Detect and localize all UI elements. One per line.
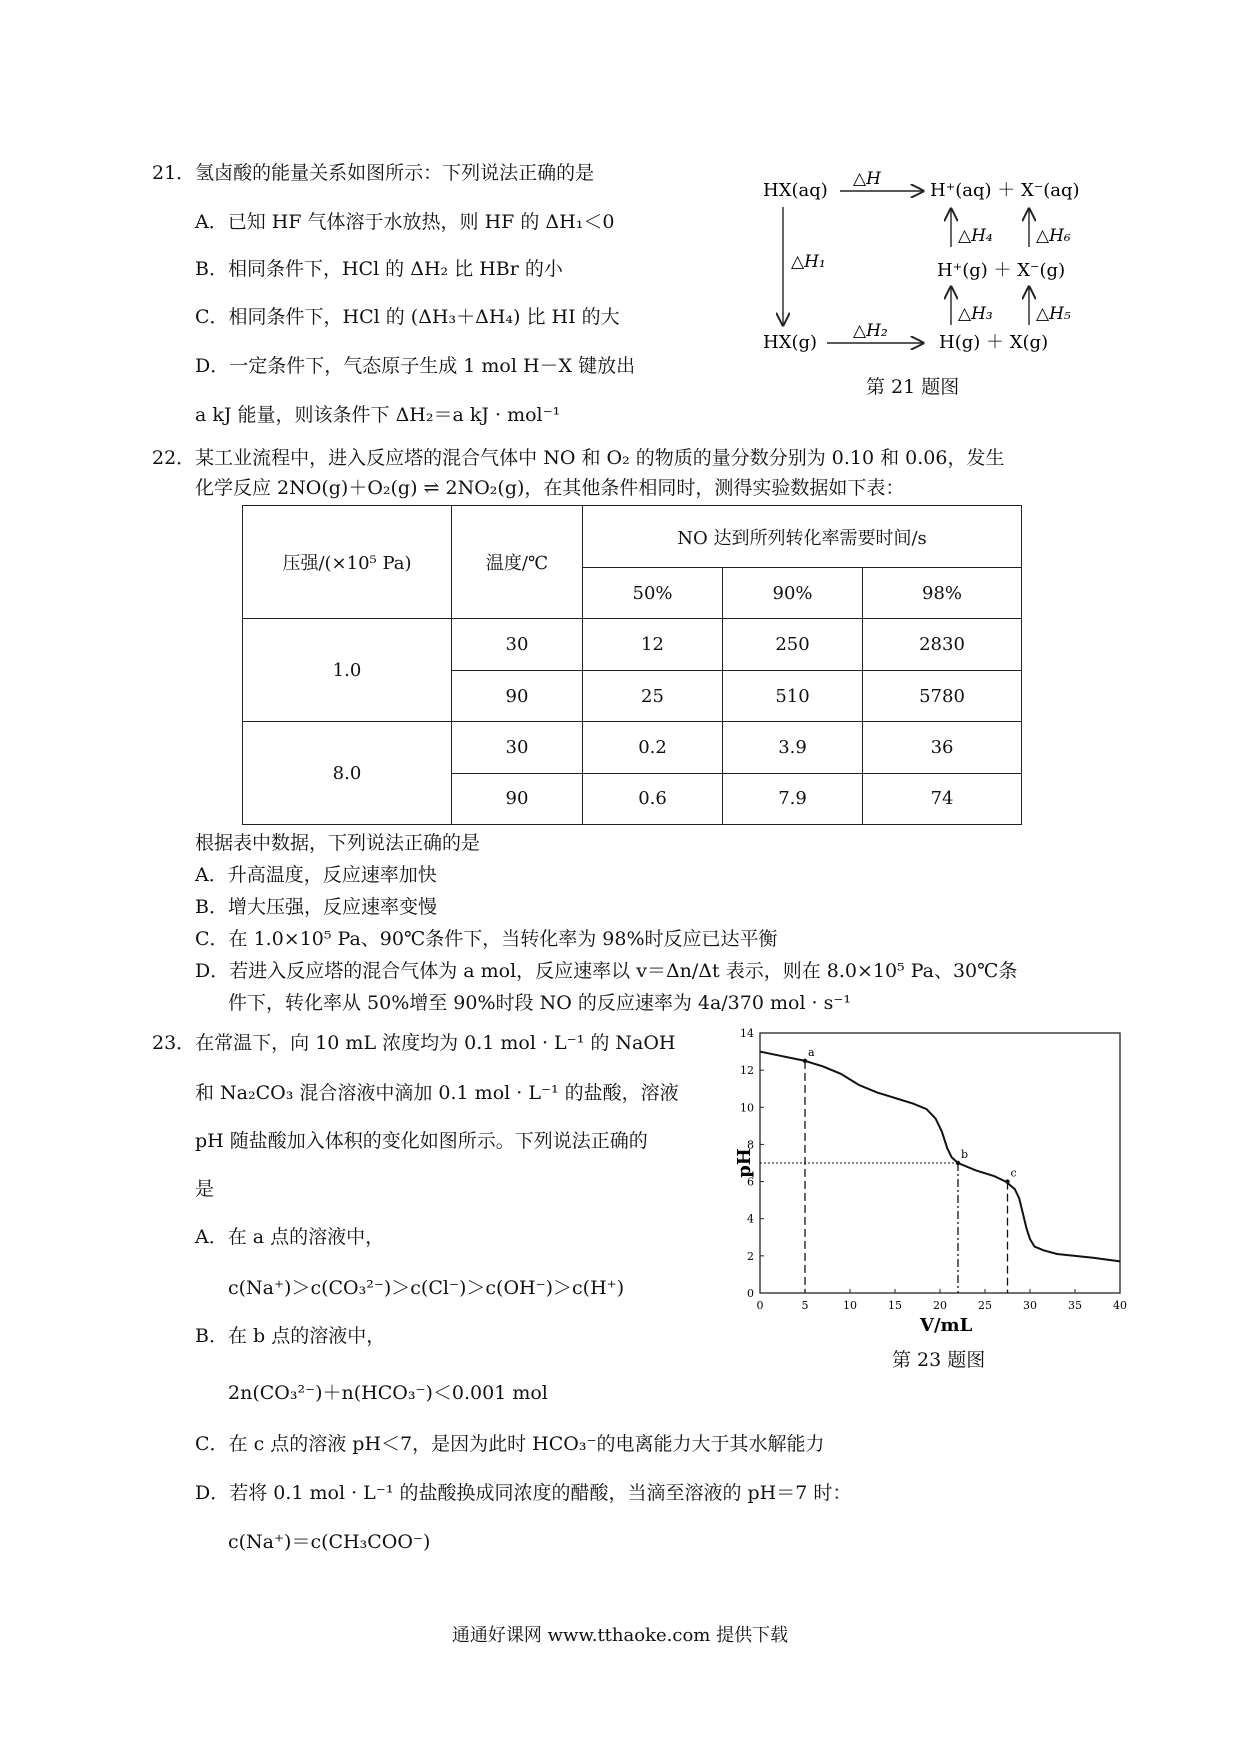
pressure-cell: 1.0 (243, 619, 452, 722)
q23-option-a: A．在 a 点的溶液中， (195, 1226, 385, 1248)
ph-curve (760, 1052, 1120, 1262)
point-a-marker (803, 1059, 807, 1063)
h-g-x-g-label: H(g) ＋ X(g) (939, 332, 1049, 353)
q22-option-b: B．增大压强，反应速率变慢 (195, 896, 437, 918)
header-time: NO 达到所列转化率需要时间/s (583, 506, 1022, 568)
q21-option-c: C．相同条件下，HCl 的 (ΔH₃＋ΔH₄) 比 HI 的大 (195, 306, 620, 328)
value-cell: 5780 (863, 670, 1022, 721)
q21-caption: 第 21 题图 (866, 376, 960, 398)
value-cell: 12 (583, 619, 723, 670)
q21-energy-diagram (755, 165, 1115, 365)
q23-stem-line3: pH 随盐酸加入体积的变化如图所示。下列说法正确的 (195, 1130, 648, 1152)
point-b-marker (956, 1161, 960, 1165)
dh1-label: △H₁ (791, 252, 826, 272)
y-tick-label: 14 (740, 1027, 754, 1040)
y-tick-label: 4 (747, 1212, 754, 1226)
pressure-cell: 8.0 (243, 722, 452, 825)
value-cell: 250 (723, 619, 863, 670)
q23-option-d-expr: c(Na⁺)＝c(CH₃COO⁻) (228, 1531, 431, 1553)
header-pressure: 压强/(×10⁵ Pa) (243, 506, 452, 619)
q21-option-d-line1: D．一定条件下，气态原子生成 1 mol H－X 键放出 (195, 355, 636, 377)
point-c-marker (1005, 1179, 1009, 1183)
h-g-ion-label: H⁺(g) ＋ X⁻(g) (937, 260, 1066, 281)
q21-option-a: A．已知 HF 气体溶于水放热，则 HF 的 ΔH₁＜0 (195, 211, 615, 233)
dh6-label: △H₆ (1036, 226, 1071, 246)
y-tick-label: 2 (747, 1249, 754, 1263)
q23-ph-chart (730, 1025, 1130, 1345)
x-tick-label: 35 (1068, 1299, 1082, 1312)
q22-stem-line2: 化学反应 2NO(g)＋O₂(g) ⇌ 2NO₂(g)，在其他条件相同时，测得实验数据如下表： (195, 477, 905, 499)
q22-option-d-line1: D．若进入反应塔的混合气体为 a mol，反应速率以 v＝Δn/Δt 表示，则在 8.0×10⁵ Pa、30℃条 (195, 960, 1018, 982)
value-cell: 0.6 (583, 773, 723, 824)
y-axis-label: pH (734, 1148, 755, 1178)
x-tick-label: 0 (756, 1299, 764, 1312)
dh3-label: △H₃ (958, 304, 993, 324)
dh2-label: △H₂ (853, 321, 888, 341)
q22-data-table (242, 505, 1022, 825)
value-cell: 74 (863, 773, 1022, 824)
value-cell: 25 (583, 670, 723, 721)
q22-after-table: 根据表中数据，下列说法正确的是 (195, 832, 481, 854)
q22-stem-line1: 22．某工业流程中，进入反应塔的混合气体中 NO 和 O₂ 的物质的量分数分别为 0.10 和 0.06，发生 (152, 447, 1005, 469)
value-cell: 3.9 (723, 722, 863, 773)
y-tick-label: 8 (747, 1138, 754, 1152)
q22-option-d-line2: 件下，转化率从 50%增至 90%时段 NO 的反应速率为 4a/370 mol · s⁻¹ (228, 992, 852, 1014)
header-rate-90: 90% (723, 568, 863, 619)
page-footer: 通通好课网 www.tthaoke.com 提供下载 (451, 1625, 789, 1646)
x-tick-label: 40 (1113, 1299, 1127, 1312)
header-rate-50: 50% (583, 568, 723, 619)
temp-cell: 30 (452, 722, 583, 773)
point-a-label: a (808, 1045, 815, 1059)
dh5-label: △H₅ (1036, 304, 1071, 324)
h-aq-x-aq-label: H⁺(aq) ＋ X⁻(aq) (930, 180, 1080, 201)
q23-option-d: D．若将 0.1 mol · L⁻¹ 的盐酸换成同浓度的醋酸，当滴至溶液的 pH＝7 时： (195, 1482, 852, 1504)
q23-caption: 第 23 题图 (892, 1349, 986, 1371)
q23-option-b: B．在 b 点的溶液中， (195, 1325, 386, 1347)
q21-stem: 21．氢卤酸的能量关系如图所示：下列说法正确的是 (152, 162, 595, 184)
q21-option-d-line2: a kJ 能量，则该条件下 ΔH₂＝a kJ · mol⁻¹ (195, 404, 561, 426)
value-cell: 0.2 (583, 722, 723, 773)
dh-label: △H (853, 169, 881, 189)
point-c-label: c (1010, 1166, 1017, 1180)
value-cell: 36 (863, 722, 1022, 773)
q23-stem-line2: 和 Na₂CO₃ 混合溶液中滴加 0.1 mol · L⁻¹ 的盐酸，溶液 (195, 1082, 679, 1104)
q22-option-c: C．在 1.0×10⁵ Pa、90℃条件下，当转化率为 98%时反应已达平衡 (195, 928, 778, 950)
hx-g-label: HX(g) (763, 332, 818, 353)
q23-option-c: C．在 c 点的溶液 pH＜7，是因为此时 HCO₃⁻的电离能力大于其水解能力 (195, 1433, 825, 1455)
y-tick-label: 10 (740, 1101, 754, 1115)
temp-cell: 30 (452, 619, 583, 670)
header-rate-98: 98% (863, 568, 1022, 619)
hx-aq-label: HX(aq) (763, 180, 828, 201)
value-cell: 7.9 (723, 773, 863, 824)
value-cell: 2830 (863, 619, 1022, 670)
point-b-label: b (961, 1148, 969, 1161)
q21-option-b: B．相同条件下，HCl 的 ΔH₂ 比 HBr 的小 (195, 258, 563, 280)
table-row (243, 619, 1022, 670)
q23-option-a-expr: c(Na⁺)＞c(CO₃²⁻)＞c(Cl⁻)＞c(OH⁻)＞c(H⁺) (228, 1277, 625, 1299)
q22-option-a: A．升高温度，反应速率加快 (195, 864, 437, 886)
x-axis-label: V/mL (920, 1315, 973, 1336)
temp-cell: 90 (452, 670, 583, 721)
value-cell: 510 (723, 670, 863, 721)
x-tick-label: 15 (888, 1299, 902, 1312)
dh4-label: △H₄ (958, 226, 993, 246)
x-tick-label: 10 (843, 1299, 857, 1312)
table-row (243, 722, 1022, 773)
header-temperature: 温度/℃ (452, 506, 583, 619)
y-tick-label: 6 (747, 1175, 754, 1189)
temp-cell: 90 (452, 773, 583, 824)
y-tick-label: 12 (740, 1064, 754, 1078)
x-tick-label: 5 (801, 1299, 809, 1312)
x-tick-label: 25 (978, 1299, 992, 1312)
x-tick-label: 20 (933, 1299, 947, 1312)
q23-option-b-expr: 2n(CO₃²⁻)＋n(HCO₃⁻)＜0.001 mol (228, 1382, 548, 1404)
x-tick-label: 30 (1023, 1299, 1037, 1312)
q23-stem-line1: 23．在常温下，向 10 mL 浓度均为 0.1 mol · L⁻¹ 的 NaOH (152, 1032, 676, 1054)
y-tick-label: 0 (747, 1287, 754, 1300)
q23-stem-line4: 是 (195, 1178, 215, 1200)
